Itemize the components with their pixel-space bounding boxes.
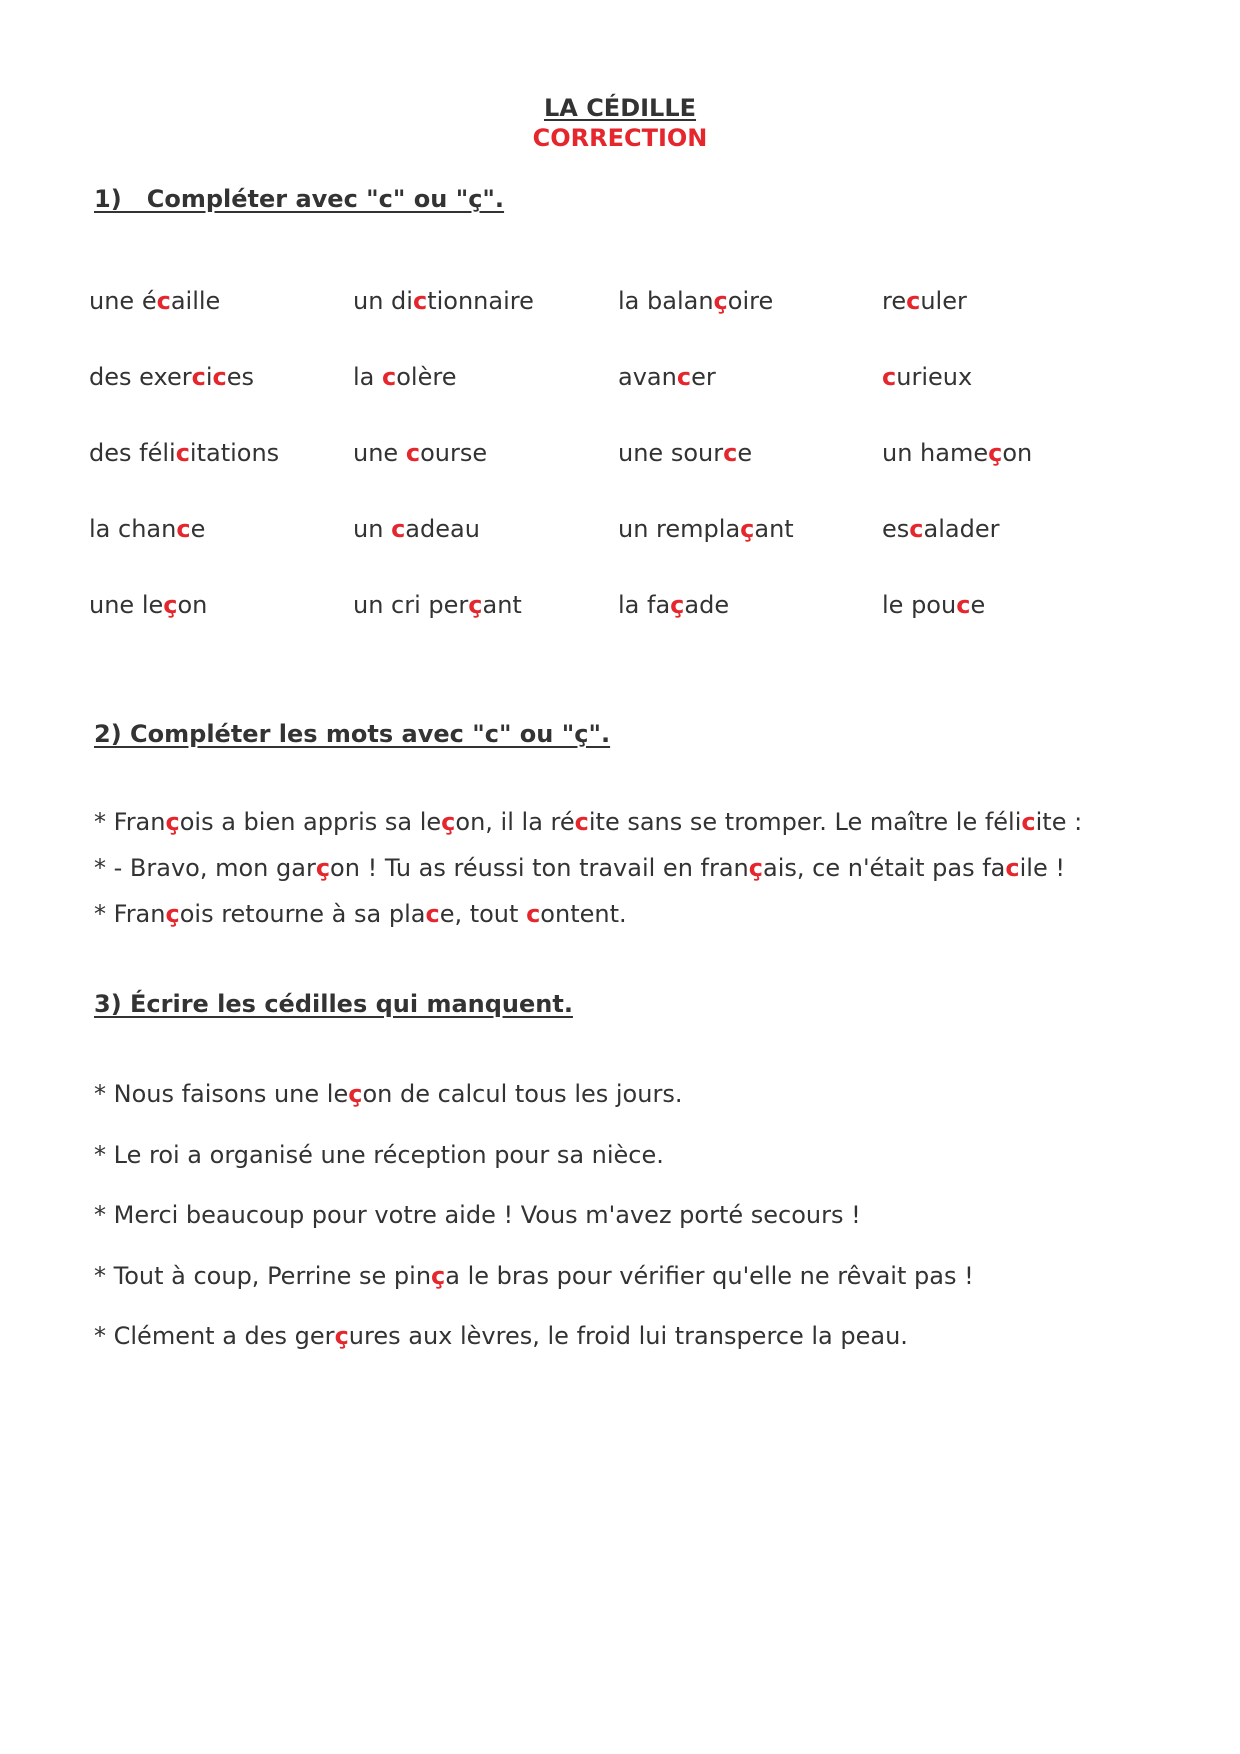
- word-item: un cri perçant: [353, 591, 522, 619]
- word-item: une écaille: [89, 287, 221, 315]
- sentence-line: * - Bravo, mon garçon ! Tu as réussi ton travail en français, ce n'était pas facile !: [94, 854, 1065, 882]
- word-item: un hameçon: [882, 439, 1033, 467]
- section3-heading: 3) Écrire les cédilles qui manquent.: [94, 990, 573, 1018]
- word-item: la façade: [618, 591, 730, 619]
- sentence-line: * François retourne à sa place, tout content.: [94, 900, 627, 928]
- section1-heading: 1) Compléter avec "c" ou "ç".: [94, 185, 505, 213]
- word-item: avancer: [618, 363, 716, 391]
- word-item: une leçon: [89, 591, 208, 619]
- sentence-line: * Le roi a organisé une réception pour sa nièce.: [94, 1141, 664, 1169]
- word-item: le pouce: [882, 591, 986, 619]
- word-item: des exercices: [89, 363, 254, 391]
- sentence-line: * Nous faisons une leçon de calcul tous les jours.: [94, 1080, 683, 1108]
- word-item: un dictionnaire: [353, 287, 534, 315]
- page-subtitle: CORRECTION: [532, 124, 708, 152]
- sentence-line: * Tout à coup, Perrine se pinça le bras pour vérifier qu'elle ne rêvait pas !: [94, 1262, 974, 1290]
- word-item: reculer: [882, 287, 967, 315]
- section2-heading: 2) Compléter les mots avec "c" ou "ç".: [94, 720, 611, 748]
- word-item: la balançoire: [618, 287, 774, 315]
- word-item: un cadeau: [353, 515, 480, 543]
- word-item: la chance: [89, 515, 206, 543]
- word-item: un remplaçant: [618, 515, 794, 543]
- word-item: curieux: [882, 363, 973, 391]
- sentence-line: * Clément a des gerçures aux lèvres, le froid lui transperce la peau.: [94, 1322, 908, 1350]
- word-item: une source: [618, 439, 753, 467]
- word-item: la colère: [353, 363, 457, 391]
- word-item: une course: [353, 439, 488, 467]
- sentence-line: * François a bien appris sa leçon, il la récite sans se tromper. Le maître le félicite :: [94, 808, 1083, 836]
- word-item: des félicitations: [89, 439, 280, 467]
- page-title: LA CÉDILLE: [543, 94, 697, 122]
- word-item: escalader: [882, 515, 1000, 543]
- sentence-line: * Merci beaucoup pour votre aide ! Vous m'avez porté secours !: [94, 1201, 861, 1229]
